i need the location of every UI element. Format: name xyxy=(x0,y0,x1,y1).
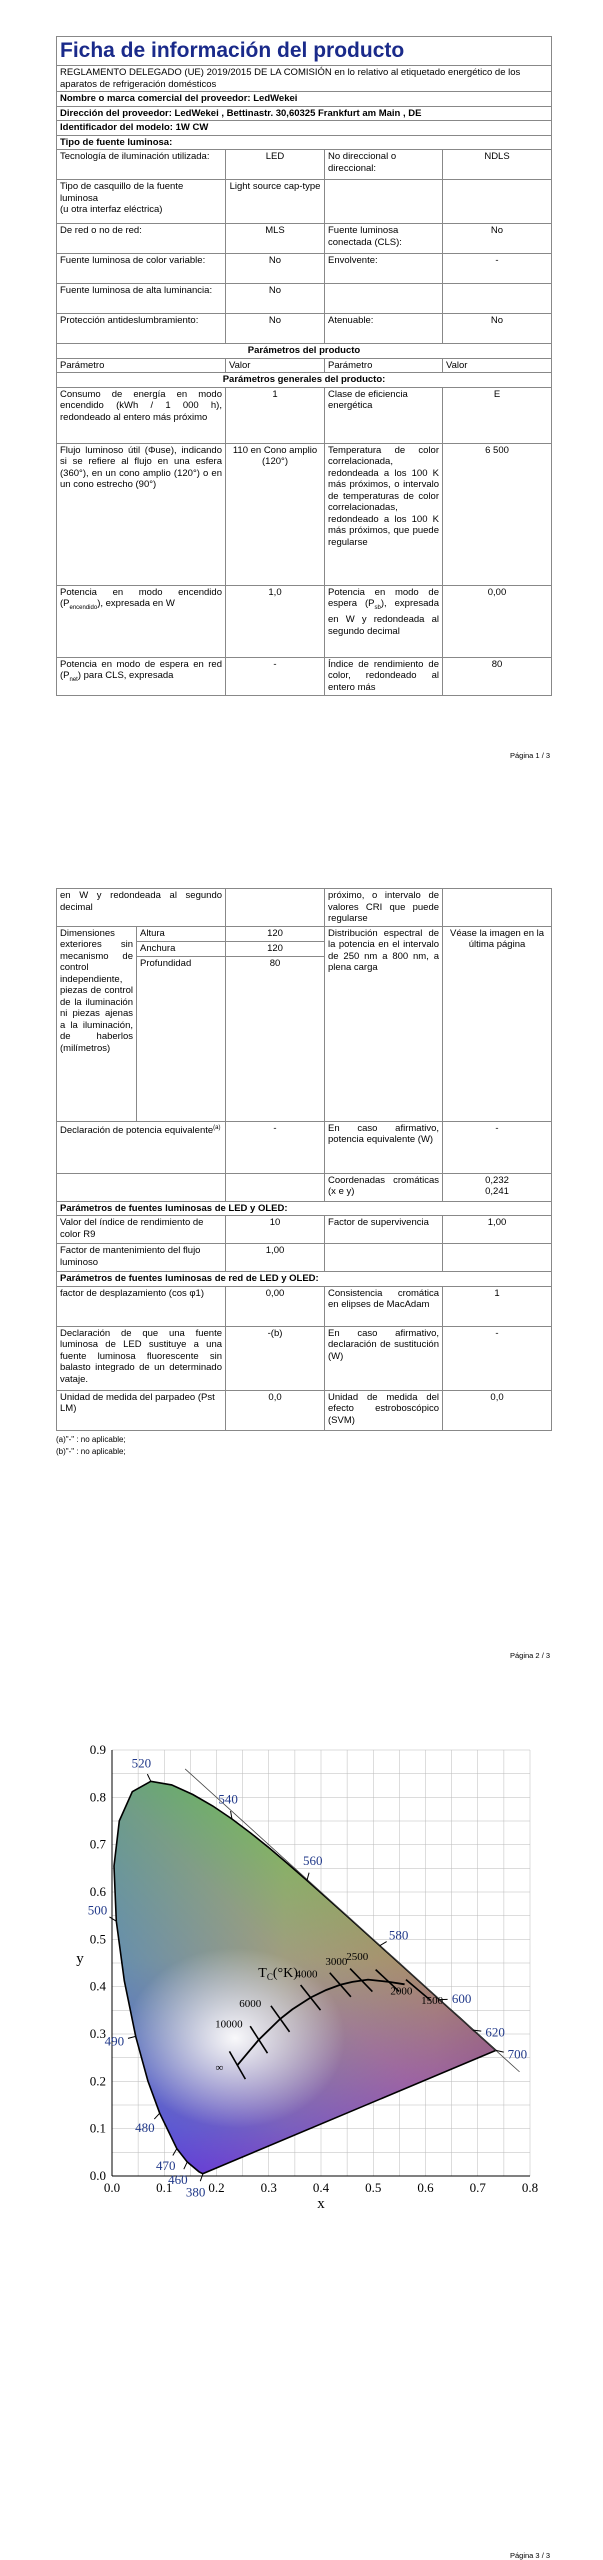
params-header: Parámetros del producto xyxy=(57,344,552,359)
x-tick-label: 0.2 xyxy=(208,2180,225,2195)
wavelength-tick xyxy=(307,1873,309,1881)
supplier-address: Dirección del proveedor: LedWekei , Bettinastr. 30,60325 Frankfurt am Main , DE xyxy=(57,106,552,121)
wavelength-label: 490 xyxy=(104,2033,125,2049)
height-label: Altura xyxy=(137,926,226,941)
equiv-power-w-label: En caso afirmativo, potencia equivalente (W) xyxy=(325,1121,443,1173)
general-params-header: Parámetros generales del producto: xyxy=(57,373,552,388)
macadam-label: Consistencia cromática en elipses de MacAdam xyxy=(325,1286,443,1326)
empty-cell xyxy=(443,180,552,224)
x-axis-label: x xyxy=(317,2196,325,2212)
document-title: Ficha de información del producto xyxy=(57,37,552,66)
supplier-name: Nombre o marca comercial del proveedor: LedWekei xyxy=(57,92,552,107)
flicker-value: 0,0 xyxy=(226,1390,325,1430)
cct-value: 6 500 xyxy=(443,443,552,585)
temperature-label: 2000 xyxy=(390,1985,413,1998)
empty-cell xyxy=(226,1173,325,1201)
y-tick-label: 0.1 xyxy=(89,2120,106,2136)
network-standby-label: Potencia en modo de espera en red $(P_{net})$ para CLS, expresada xyxy=(57,657,226,695)
page-1 xyxy=(0,0,603,760)
dimmable-value: No xyxy=(443,314,552,344)
page-number: Página 3 / 3 xyxy=(510,2551,551,2560)
cie-chromaticity-chart xyxy=(60,1738,560,2228)
model-identifier: Identificador del modelo: 1W CW xyxy=(57,121,552,136)
macadam-value: 1 xyxy=(443,1286,552,1326)
network-standby-value: - xyxy=(226,657,325,695)
survival-label: Factor de supervivencia xyxy=(325,1216,443,1244)
replacement-value: -(b) xyxy=(226,1326,325,1390)
directional-value: NDLS xyxy=(443,150,552,180)
wavelength-label: 540 xyxy=(218,1791,238,1807)
wavelength-label: 520 xyxy=(131,1755,152,1771)
mains-led-params-header: Parámetros de fuentes luminosas de red de LED y OLED: xyxy=(57,1272,552,1287)
x-tick-label: 0.8 xyxy=(521,2180,539,2195)
wavelength-tick xyxy=(109,1917,116,1921)
y-tick-label: 0.6 xyxy=(89,1884,106,1899)
x-tick-label: 0.3 xyxy=(260,2180,277,2195)
empty-cell xyxy=(226,889,325,927)
cap-value: Light source cap-type xyxy=(226,180,325,224)
network-standby-label-cont: en W y redondeada al segundo decimal xyxy=(57,889,226,927)
wavelength-tick xyxy=(128,2036,136,2038)
y-tick-label: 0.0 xyxy=(89,2168,106,2183)
depth-label: Profundidad xyxy=(137,957,226,1121)
cls-label: Fuente luminosa conectada (CLS): xyxy=(325,224,443,254)
wavelength-tick xyxy=(184,2162,187,2169)
glare-value: No xyxy=(226,314,325,344)
high-luminance-value: No xyxy=(226,284,325,314)
footnote-b: (b)"-" : no aplicable; xyxy=(56,1446,126,1456)
spd-label: Distribución espectral de la potencia en el intervalo de 250 nm a 800 nm, a plena carga xyxy=(325,926,443,1121)
directional-label: No direccional o direccional: xyxy=(325,150,443,180)
energy-value: 1 xyxy=(226,387,325,443)
empty-cell xyxy=(325,180,443,224)
wavelength-label: 480 xyxy=(135,2119,155,2135)
mains-label: De red o no de red: xyxy=(57,224,226,254)
mains-value: MLS xyxy=(226,224,325,254)
power-on-value: 1,0 xyxy=(226,585,325,657)
temperature-label: 6000 xyxy=(239,1997,262,2010)
x-tick-label: 0.7 xyxy=(469,2180,486,2195)
wavelength-label: 600 xyxy=(451,1990,472,2006)
glare-label: Protección antideslumbramiento: xyxy=(57,314,226,344)
wavelength-label: 700 xyxy=(507,2046,528,2062)
cct-label: Temperatura de color correlacionada, redondeada a los 100 K más próximos, o intervalo de temperaturas de color correlacionadas, redondeado a los 100 K más próximos, que puede regularse xyxy=(325,443,443,585)
cap-label-text: Tipo de casquillo de la fuente luminosa xyxy=(60,181,184,204)
wavelength-label: 580 xyxy=(388,1927,409,1943)
temperature-label: 2500 xyxy=(346,1951,369,1964)
wavelength-tick xyxy=(380,1942,387,1946)
color-tunable-label: Fuente luminosa de color variable: xyxy=(57,254,226,284)
height-value: 120 xyxy=(226,926,325,941)
x-tick-label: 0.1 xyxy=(156,2180,173,2195)
wavelength-label: 460 xyxy=(168,2172,188,2188)
temperature-label: 1500 xyxy=(421,1994,444,2007)
displacement-value: 0,00 xyxy=(226,1286,325,1326)
high-luminance-label: Fuente luminosa de alta luminancia: xyxy=(57,284,226,314)
standby-value: 0,00 xyxy=(443,585,552,657)
cri-value: 80 xyxy=(443,657,552,695)
chroma-coord-label: Coordenadas cromáticas (x e y) xyxy=(325,1173,443,1201)
empty-cell xyxy=(57,1173,226,1201)
page-2 xyxy=(0,880,603,1660)
x-tick-label: 0.5 xyxy=(365,2180,382,2195)
cap-label xyxy=(57,180,226,224)
equiv-power-w-value: - xyxy=(443,1121,552,1173)
cls-value: No xyxy=(443,224,552,254)
wavelength-label: 470 xyxy=(156,2157,176,2173)
tech-value: LED xyxy=(226,150,325,180)
page-number: Página 1 / 3 xyxy=(510,751,551,760)
empty-cell xyxy=(443,889,552,927)
empty-cell xyxy=(443,284,552,314)
temperature-label: 4000 xyxy=(295,1968,318,1981)
y-tick-label: 0.8 xyxy=(89,1789,106,1805)
y-axis-label: y xyxy=(76,1951,84,1967)
col-value: Valor xyxy=(226,358,325,373)
equiv-power-label: Declaración de potencia equivalente$^{(a)}$ xyxy=(57,1121,226,1173)
cri-label: Índice de rendimiento de color, redondeado al entero más xyxy=(325,657,443,695)
standby-label: Potencia en modo de espera $(P_{sb})$, expresada en W y redondeada al segundo decimal xyxy=(325,585,443,657)
y-tick-label: 0.3 xyxy=(89,2026,106,2041)
cri-label-cont: próximo, o intervalo de valores CRI que puede regularse xyxy=(325,889,443,927)
empty-cell xyxy=(443,1244,552,1272)
chroma-coord-value: 0,232 0,241 xyxy=(443,1173,552,1201)
tech-label: Tecnología de iluminación utilizada: xyxy=(57,150,226,180)
temperature-label: 10000 xyxy=(215,2018,243,2031)
maintenance-label: Factor de mantenimiento del flujo luminoso xyxy=(57,1244,226,1272)
envelope-value: - xyxy=(443,254,552,284)
energy-label: Consumo de energía en modo encendido (kWh / 1 000 h), redondeado al entero más próximo xyxy=(57,387,226,443)
product-info-table-page1 xyxy=(56,36,552,696)
col-param: Parámetro xyxy=(325,358,443,373)
temperature-label: 3000 xyxy=(325,1955,348,1968)
stroboscopic-label: Unidad de medida del efecto estroboscópico (SVM) xyxy=(325,1390,443,1430)
equiv-power-value: - xyxy=(226,1121,325,1173)
wavelength-label: 620 xyxy=(485,2024,505,2040)
locus-title: $T_C(^\circ K)$ xyxy=(258,1966,298,1983)
x-tick-label: 0.6 xyxy=(417,2180,434,2195)
col-value: Valor xyxy=(443,358,552,373)
wavelength-tick xyxy=(200,2174,203,2182)
page-number: Página 2 / 3 xyxy=(510,1651,551,1660)
dimensions-label: Dimensiones exteriores sin mecanismo de control independiente, piezas de control de la iluminación ni piezas ajenas a la iluminación, de haberlos (milímetros) xyxy=(57,926,137,1121)
wavelength-tick xyxy=(154,2113,159,2119)
depth-value: 80 xyxy=(226,957,325,1121)
wavelength-label: 500 xyxy=(87,1902,108,1918)
width-value: 120 xyxy=(226,941,325,956)
color-tunable-value: No xyxy=(226,254,325,284)
regulation-text: REGLAMENTO DELEGADO (UE) 2019/2015 DE LA COMISIÓN en lo relativo al etiquetado energético de los aparatos de refrigeración domésticos xyxy=(57,66,552,92)
col-param: Parámetro xyxy=(57,358,226,373)
led-params-header: Parámetros de fuentes luminosas de LED y OLED: xyxy=(57,1201,552,1216)
replacement-w-label: En caso afirmativo, declaración de sustitución (W) xyxy=(325,1326,443,1390)
r9-value: 10 xyxy=(226,1216,325,1244)
maintenance-value: 1,00 xyxy=(226,1244,325,1272)
source-type-heading: Tipo de fuente luminosa: xyxy=(57,135,552,150)
y-tick-label: 0.5 xyxy=(89,1931,106,1947)
wavelength-label: 380 xyxy=(185,2184,206,2200)
dimmable-label: Atenuable: xyxy=(325,314,443,344)
cap-label-note: (u otra interfaz eléctrica) xyxy=(60,204,163,215)
flux-label: Flujo luminoso útil (Φuse), indicando si se refiere al flujo en una esfera (360°), en un cono amplio (120°) o en un cono estrecho (90°) xyxy=(57,443,226,585)
y-tick-label: 0.7 xyxy=(89,1836,106,1852)
y-tick-label: 0.2 xyxy=(89,2073,106,2089)
empty-cell xyxy=(325,284,443,314)
wavelength-tick xyxy=(147,1774,150,1781)
power-on-label: Potencia en modo encendido $(P_{encendido})$, expresada en W xyxy=(57,585,226,657)
flicker-label: Unidad de medida del parpadeo (Pst LM) xyxy=(57,1390,226,1430)
spd-value: Véase la imagen en la última página xyxy=(443,926,552,1121)
empty-cell xyxy=(325,1244,443,1272)
wavelength-label: 560 xyxy=(303,1853,323,1869)
replacement-w-value: - xyxy=(443,1326,552,1390)
temperature-label: ∞ xyxy=(215,2062,224,2075)
flux-value: 110 en Cono amplio (120°) xyxy=(226,443,325,585)
product-info-table-page2 xyxy=(56,888,552,1431)
y-tick-label: 0.4 xyxy=(89,1978,106,1994)
color-gamut-fill xyxy=(60,1738,560,2228)
y-tick-label: 0.9 xyxy=(89,1742,106,1757)
r9-label: Valor del índice de rendimiento de color R9 xyxy=(57,1216,226,1244)
displacement-label: factor de desplazamiento (cos φ1) xyxy=(57,1286,226,1326)
survival-value: 1,00 xyxy=(443,1216,552,1244)
width-label: Anchura xyxy=(137,941,226,956)
efficiency-value: E xyxy=(443,387,552,443)
stroboscopic-value: 0,0 xyxy=(443,1390,552,1430)
efficiency-label: Clase de eficiencia energética xyxy=(325,387,443,443)
footnote-a: (a)"-" : no aplicable; xyxy=(56,1434,126,1444)
envelope-label: Envolvente: xyxy=(325,254,443,284)
replacement-label: Declaración de que una fuente luminosa de LED sustituye a una fuente luminosa fluorescente sin balasto integrado de un determinado vataje. xyxy=(57,1326,226,1390)
x-tick-label: 0.0 xyxy=(103,2180,121,2195)
x-tick-label: 0.4 xyxy=(312,2180,330,2195)
